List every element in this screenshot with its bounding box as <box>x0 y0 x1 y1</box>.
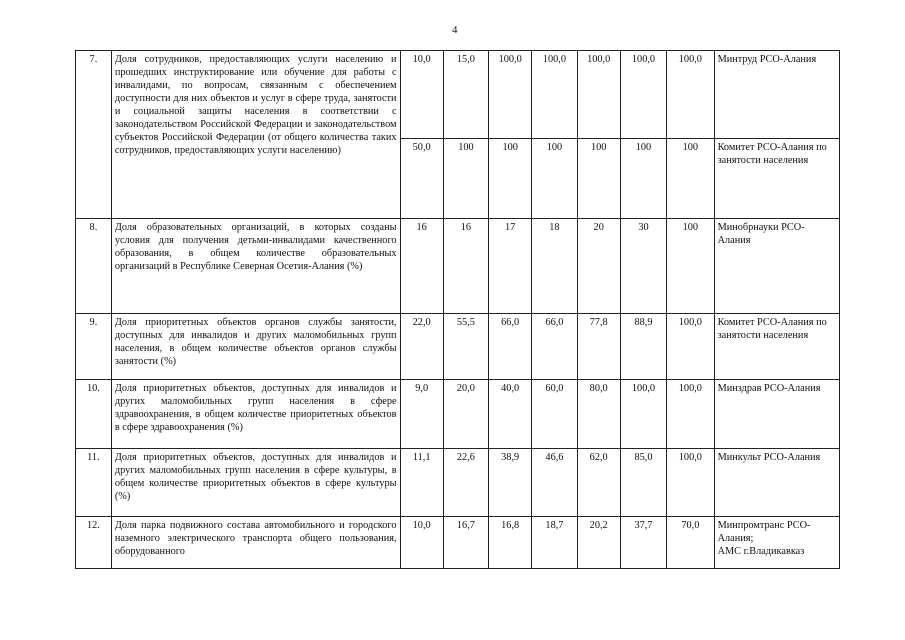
value-cell: 20,0 <box>443 380 488 449</box>
value-cell: 20,2 <box>577 517 620 569</box>
value-cell: 11,1 <box>400 449 443 517</box>
value-cell: 100,0 <box>577 51 620 139</box>
row-number: 9. <box>76 314 112 380</box>
value-cell: 18,7 <box>532 517 577 569</box>
value-cell: 66,0 <box>489 314 532 380</box>
row-number: 8. <box>76 219 112 314</box>
value-cell: 62,0 <box>577 449 620 517</box>
value-cell: 16,8 <box>489 517 532 569</box>
row-number: 10. <box>76 380 112 449</box>
value-cell: 88,9 <box>620 314 666 380</box>
row-description: Доля приоритетных объектов, доступных для инвалидов и других маломобильных групп населения в сфере здравоохранения, в общем количестве приоритетных объектов в сфере здравоохранения (%) <box>111 380 400 449</box>
value-cell: 30 <box>620 219 666 314</box>
value-cell: 100 <box>667 139 714 219</box>
value-cell: 22,0 <box>400 314 443 380</box>
responsible-agency: Минкульт РСО-Алания <box>714 449 839 517</box>
value-cell: 15,0 <box>443 51 488 139</box>
value-cell: 100,0 <box>620 51 666 139</box>
value-cell: 100 <box>532 139 577 219</box>
value-cell: 50,0 <box>400 139 443 219</box>
value-cell: 100,0 <box>667 449 714 517</box>
row-number: 11. <box>76 449 112 517</box>
responsible-agency: Минпромтранс РСО-Алания; АМС г.Владикавказ <box>714 517 839 569</box>
row-description: Доля приоритетных объектов органов службы занятости, доступных для инвалидов и других маломобильных групп населения, в общем количестве объектов органов службы занятости (%) <box>111 314 400 380</box>
value-cell: 16 <box>400 219 443 314</box>
value-cell: 22,6 <box>443 449 488 517</box>
value-cell: 38,9 <box>489 449 532 517</box>
row-number: 12. <box>76 517 112 569</box>
row-description: Доля парка подвижного состава автомобильного и городского наземного электрического транспорта общего пользования, оборудованного <box>111 517 400 569</box>
value-cell: 77,8 <box>577 314 620 380</box>
value-cell: 46,6 <box>532 449 577 517</box>
value-cell: 17 <box>489 219 532 314</box>
responsible-agency: Минздрав РСО-Алания <box>714 380 839 449</box>
indicators-table <box>75 50 840 569</box>
value-cell: 10,0 <box>400 517 443 569</box>
responsible-agency: Минтруд РСО-Алания <box>714 51 839 139</box>
value-cell: 85,0 <box>620 449 666 517</box>
table-row <box>76 314 840 380</box>
value-cell: 100 <box>577 139 620 219</box>
value-cell: 100,0 <box>667 314 714 380</box>
value-cell: 100,0 <box>620 380 666 449</box>
row-description: Доля приоритетных объектов, доступных для инвалидов и других маломобильных групп населения в сфере культуры, в общем количестве приоритетных объектов в сфере культуры (%) <box>111 449 400 517</box>
table-row <box>76 449 840 517</box>
value-cell: 16 <box>443 219 488 314</box>
table-row <box>76 380 840 449</box>
value-cell: 100 <box>667 219 714 314</box>
value-cell: 100,0 <box>489 51 532 139</box>
page-number: 4 <box>452 24 458 36</box>
responsible-agency: Комитет РСО-Алания по занятости населения <box>714 139 839 219</box>
value-cell: 60,0 <box>532 380 577 449</box>
value-cell: 16,7 <box>443 517 488 569</box>
value-cell: 100,0 <box>532 51 577 139</box>
value-cell: 70,0 <box>667 517 714 569</box>
value-cell: 80,0 <box>577 380 620 449</box>
value-cell: 40,0 <box>489 380 532 449</box>
responsible-agency: Комитет РСО-Алания по занятости населения <box>714 314 839 380</box>
value-cell: 100,0 <box>667 51 714 139</box>
value-cell: 37,7 <box>620 517 666 569</box>
value-cell: 100 <box>489 139 532 219</box>
value-cell: 9,0 <box>400 380 443 449</box>
value-cell: 20 <box>577 219 620 314</box>
table-row <box>76 517 840 569</box>
value-cell: 66,0 <box>532 314 577 380</box>
value-cell: 100,0 <box>667 380 714 449</box>
value-cell: 55,5 <box>443 314 488 380</box>
row-number: 7. <box>76 51 112 219</box>
row-description: Доля сотрудников, предоставляющих услуги населению и прошедших инструктирование или обучение для работы с инвалидами, по вопросам, связанным с обеспечением доступности для них объектов и услуг в сфере труда, занятости и социальной защиты населения в соответствии с законодательством Российской Федерации и законодательством субъектов Российской Федерации (от общего количества таких сотрудников, предоставляющих услуги населению) <box>111 51 400 219</box>
value-cell: 10,0 <box>400 51 443 139</box>
table-row <box>76 219 840 314</box>
table-row <box>76 51 840 139</box>
value-cell: 18 <box>532 219 577 314</box>
value-cell: 100 <box>443 139 488 219</box>
value-cell: 100 <box>620 139 666 219</box>
row-description: Доля образовательных организаций, в которых созданы условия для получения детьми-инвалидами качественного образования, в общем количестве образовательных организаций в Республике Северная Осетия-Алания (%) <box>111 219 400 314</box>
responsible-agency: Минобрнауки РСО-Алания <box>714 219 839 314</box>
